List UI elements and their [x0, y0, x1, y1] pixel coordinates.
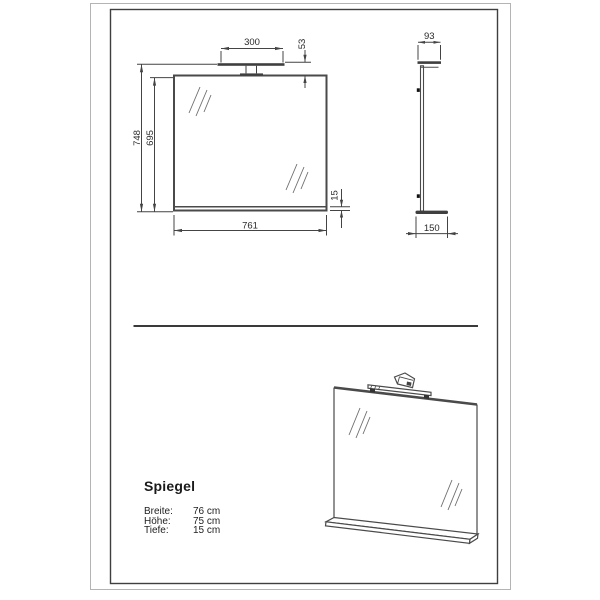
wall-hanger-bottom [417, 194, 420, 198]
dim-label-695: 695 [145, 130, 156, 146]
spec-row-tiefe [144, 526, 220, 536]
dim-shelf-thickness [330, 189, 351, 228]
side-lamp-plate [418, 61, 442, 64]
dim-label-150: 150 [423, 223, 440, 234]
wall-hanger-top [417, 88, 420, 92]
dim-label-53: 53 [297, 38, 308, 50]
side-shelf [416, 211, 449, 214]
spec-value: 15 cm [193, 525, 221, 537]
spec-label: Breite: [144, 506, 173, 517]
spec-label: Tiefe: [144, 525, 169, 537]
dim-label-93: 93 [424, 31, 435, 42]
perspective-view [326, 373, 479, 543]
front-lamp [218, 63, 285, 75]
spec-value: 76 cm [193, 506, 221, 517]
perspective-lamp-foot-left [370, 388, 375, 392]
product-title: Spiegel [144, 478, 196, 494]
dim-depth [406, 217, 458, 239]
dim-label-15: 15 [329, 190, 341, 201]
dim-lamp-width [221, 37, 283, 63]
perspective-lamp-foot-right [424, 395, 429, 399]
dim-width [174, 215, 327, 236]
spec-value: 75 cm [193, 515, 221, 527]
front-mirror-outline [174, 76, 327, 211]
product-spec-block [144, 478, 220, 536]
dim-label-761: 761 [242, 220, 258, 232]
perspective-mirror [334, 388, 477, 535]
dim-lamp-depth [418, 31, 441, 60]
front-view [132, 37, 350, 236]
spec-label: Höhe: [144, 515, 171, 527]
product-spec-rows [144, 507, 220, 536]
side-view [406, 31, 458, 238]
front-lamp-foot [240, 73, 263, 75]
dim-label-300: 300 [244, 37, 260, 48]
dim-mirror-height [145, 78, 173, 212]
side-mirror-board [416, 61, 449, 214]
dim-label-748: 748 [131, 130, 143, 146]
